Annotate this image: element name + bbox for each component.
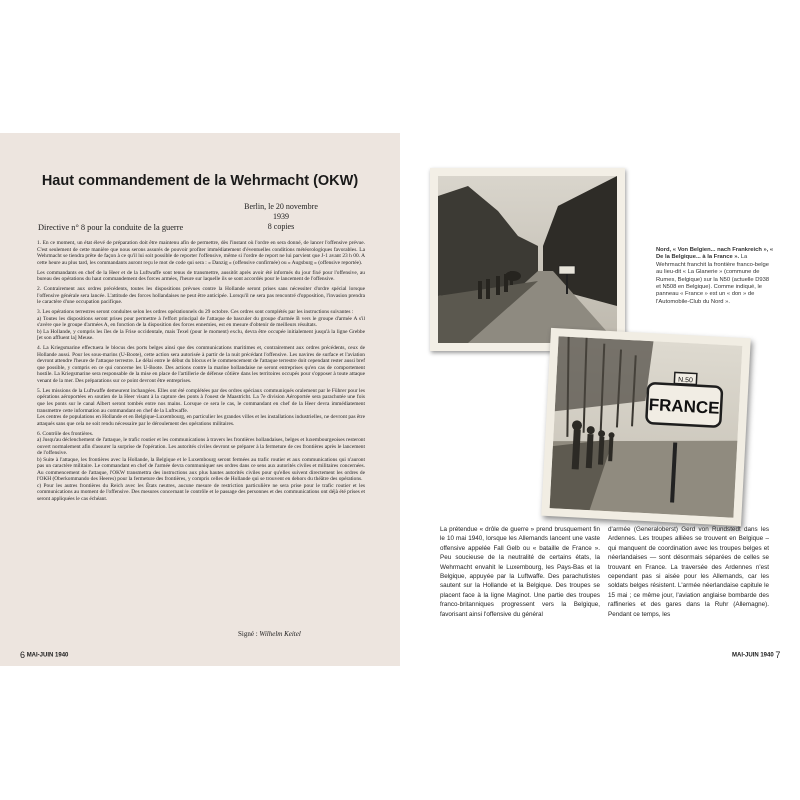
paragraph: 4. La Kriegsmarine effectuera le blocus des ports belges ainsi que des communications maritimes et, contrairement aux ordres précédents, ceux de Hollande aussi. Pour les sous-marins (U-Boote), cette action sera autorisée à partir de la nuit précédant l'offensive. Les navires de surface et l'aviation devront attendre l'heure de l'attaque terrestre. Le délai entre le début du blocus et le commencement de l'attaque terrestre doit cependant rester aussi bref que possible, y compris en ce qui concerne les U-Boote. Des actions contre la marine hollandaise ne seront entreprises qu'en cas de comportement hostile. La Kriegsmarine sera responsable de la mise en place de l'artillerie de défense côtière dans les territoires occupés pour s'opposer à toute attaque venant de la mer. Des préparations sur ce point devront être entreprises. [37,345,366,384]
page-title: Haut commandement de la Wehrmacht (OKW) [41,173,359,189]
dateline-place-date: Berlin, le 20 novembre 1939 [244,202,318,221]
paragraph: 6. Contrôle des frontières. [37,430,94,437]
paragraph: b) La Hollande, y compris les îles de la Frise occidentale, mais Texel (pour le moment) exclu, devra être occupée initialement jusqu'à la ligne Grebbe [et son affluent la] Meuse. [37,328,365,342]
page-number: 6 [20,650,26,660]
paragraph: 1. En ce moment, un état élevé de préparation doit être maintenu afin de permettre, dès l'instant où l'ordre en sera donné, de lancer l'offensive prévue. C'est seulement de cette manière que nous serons assurés de pouvoir profiter immédiatement d'éventuelles conditions météorologiques favorables. La Wehrmacht se tiendra prête de façon à ce qu'il lui soit possible de reporter l'offensive, même si l'ordre de report ne lui parvient que J-1 avant 23 h 00. A cette heure au plus tard, les commandants auront reçu le mot de code qui sera : « Danzig » (offensive confirmée) ou « Augsburg » (offensive reportée). [37,240,365,266]
paragraph: Les centres de populations en Hollande et en Belgique-Luxembourg, en particulier les grandes villes et les installations industrielles, ne devront pas être attaqués sans que cela ne soit rendu nécessaire par le déroulement des opérations militaires. [37,414,365,427]
paragraph: c) Pour les autres frontières du Reich avec les États neutres, aucune mesure de restriction particulière ne sera prise pour le trafic routier et les communications au moment de l'offensive. Des mesures concernant le contrôle et le passage des personnes et des communications ont déjà été prises et seront appliquées le cas échéant. [37,482,365,503]
signature-name: Wilhelm Keitel [259,630,301,638]
photo-france-sign-image [550,336,743,517]
paragraph: Les commandants en chef de la Heer et de la Luftwaffe sont tenus de transmettre, aussitôt après avoir été informés du jour fixé pour l'offensive, au bureau des opérations du haut commandement des forces armées, l'heure sur laquelle ils se sont accordés pour le lancement de l'offensive. [37,269,365,283]
folio-label: MAI-JUIN 1940 [26,652,69,659]
paragraph: a) Toutes les dispositions seront prises pour permettre à l'effort principal de l'attaque de basculer du groupe d'armée B vers le groupe d'armée A s'il s'avère que le groupe d'armées A, en fonction de la disposition des forces ennemies, est en mesure d'obtenir de meilleurs résultats. [37,315,365,329]
paragraph: 5. Les missions de la Luftwaffe demeurent inchangées. Elles ont été complétées par des ordres spéciaux communiqués oralement par le Führer pour les opérations aéroportées en soutien de la Heer visant à la capture des ponts à l'ouest de Maastricht. La 7e division Aéroportée sera parachutée une fois que les ponts sur le canal Albert seront tombés entre nos mains. Lorsque ce sera le cas, le commandant en chef de la Heer devra immédiatement transmettre cette information au commandant en chef de la Luftwaffe. [37,387,365,414]
photo-france-sign [541,328,751,526]
body-column-left [440,525,600,619]
body-column-right [608,525,769,619]
paragraph: 3. Les opérations terrestres seront conduites selon les ordres opérationnels du 29 octobre. Ces ordres sont complétés par les instructions suivantes : [37,309,354,316]
paragraph: 2. Contrairement aux ordres précédents, toutes les dispositions prévues contre la Hollande seront prises sans nécessiter d'ordre spécial lorsque l'offensive générale sera lancée. L'attitude des forces hollandaises ne peut être anticipée. Lorsqu'il ne sera pas rencontré d'opposition, l'invasion prendra le caractère d'une occupation pacifique. [37,286,365,306]
page-number: 7 [775,650,781,660]
photo-soldiers-road-image [438,176,617,343]
caption-body: La Wehrmacht franchit la frontière franco-belge au lieu-dit « La Glanerie » (commune de Rumes, Belgique) sur la N50 (actuelle D938 et N508 en Belgique). Comme indiqué, le panneau « France » est un « don » de l'Automobile-Club du Nord ». [656,254,770,305]
dateline-copies: 8 copies [267,222,295,231]
signature [238,630,301,638]
directive-body [37,240,365,506]
paragraph: a) Jusqu'au déclenchement de l'attaque, le trafic routier et les communications à travers les frontières hollandaises, belges et luxembourgeoises resteront ouvert normalement afin d'assurer la surprise de l'opération. Les autorités civiles devront se préparer à la fermeture de ces frontières après le lancement de l'offensive. [37,437,365,457]
dateline [236,202,326,232]
body-text: La prétendue « drôle de guerre » prend brusquement fin le 10 mai 1940, lorsque les Allemands lancent une vaste offensive appelée Fall Gelb ou « bataille de France ». Peu soucieuse de la neutralité de certains états, la Wehrmacht envahit le Luxembourg, les Pays-Bas et la Belgique, appuyée par la Luftwaffe. Des parachutistes sautent sur la Hollande et la Belgique. Des troupes se placent face à la ligne Maginot. Une partie des troupes franco-britanniques progressent vers la Belgique, favorisant ainsi l'offensive du général [440,526,600,618]
sign-route-number: N.50 [677,376,694,385]
body-text: d'armée (Generaloberst) Gerd von Rundstedt dans les Ardennes. Les troupes alliées se trouvent en Belgique – qui manquent de coordination avec les troupes belges et néerlandaises — sont désormais séparées de celles se trouvant en France. La traversée des Ardennes n'est cependant pas si aisée pour les Allemands, car les soldats belges résistent. L'armée néerlandaise capitule le 15 mai ; ce même jour, l'aviation anglaise bombarde des raffineries et des gares dans la Ruhr (Allemagne). Pendant ce temps, les [608,526,769,618]
caption-lead: Nord, « Von Belgien... nach Frankreich », « De la Belgique... à la France ». [656,247,774,261]
directive-title: Directive n° 8 pour la conduite de la guerre [38,223,184,232]
signature-label: Signé : [238,630,258,638]
photo-caption [656,247,774,306]
photo-soldiers-road [430,168,625,351]
sign-word: FRANCE [648,395,720,418]
folio-left [20,650,68,660]
folio-label: MAI-JUIN 1940 [732,652,774,659]
paragraph: b) Suite à l'attaque, les frontières avec la Hollande, la Belgique et le Luxembourg seront fermées au trafic routier et aux communications qui n'auront pas un caractère militaire. Le commandant en chef de l'armée devra communiquer ses ordres dans ce sens aux autorités civiles et militaires concernées. Au commencement de l'attaque, l'OKW transmettra des instructions aux plus hautes autorités civiles pour qu'elles suivent directement les ordres de l'OKH (Oberkommando des Heeres) pour la fermeture des frontières, y compris celles de Hollande qui se trouvent en dehors du théâtre des opérations. [37,456,365,483]
folio-right [732,650,780,660]
